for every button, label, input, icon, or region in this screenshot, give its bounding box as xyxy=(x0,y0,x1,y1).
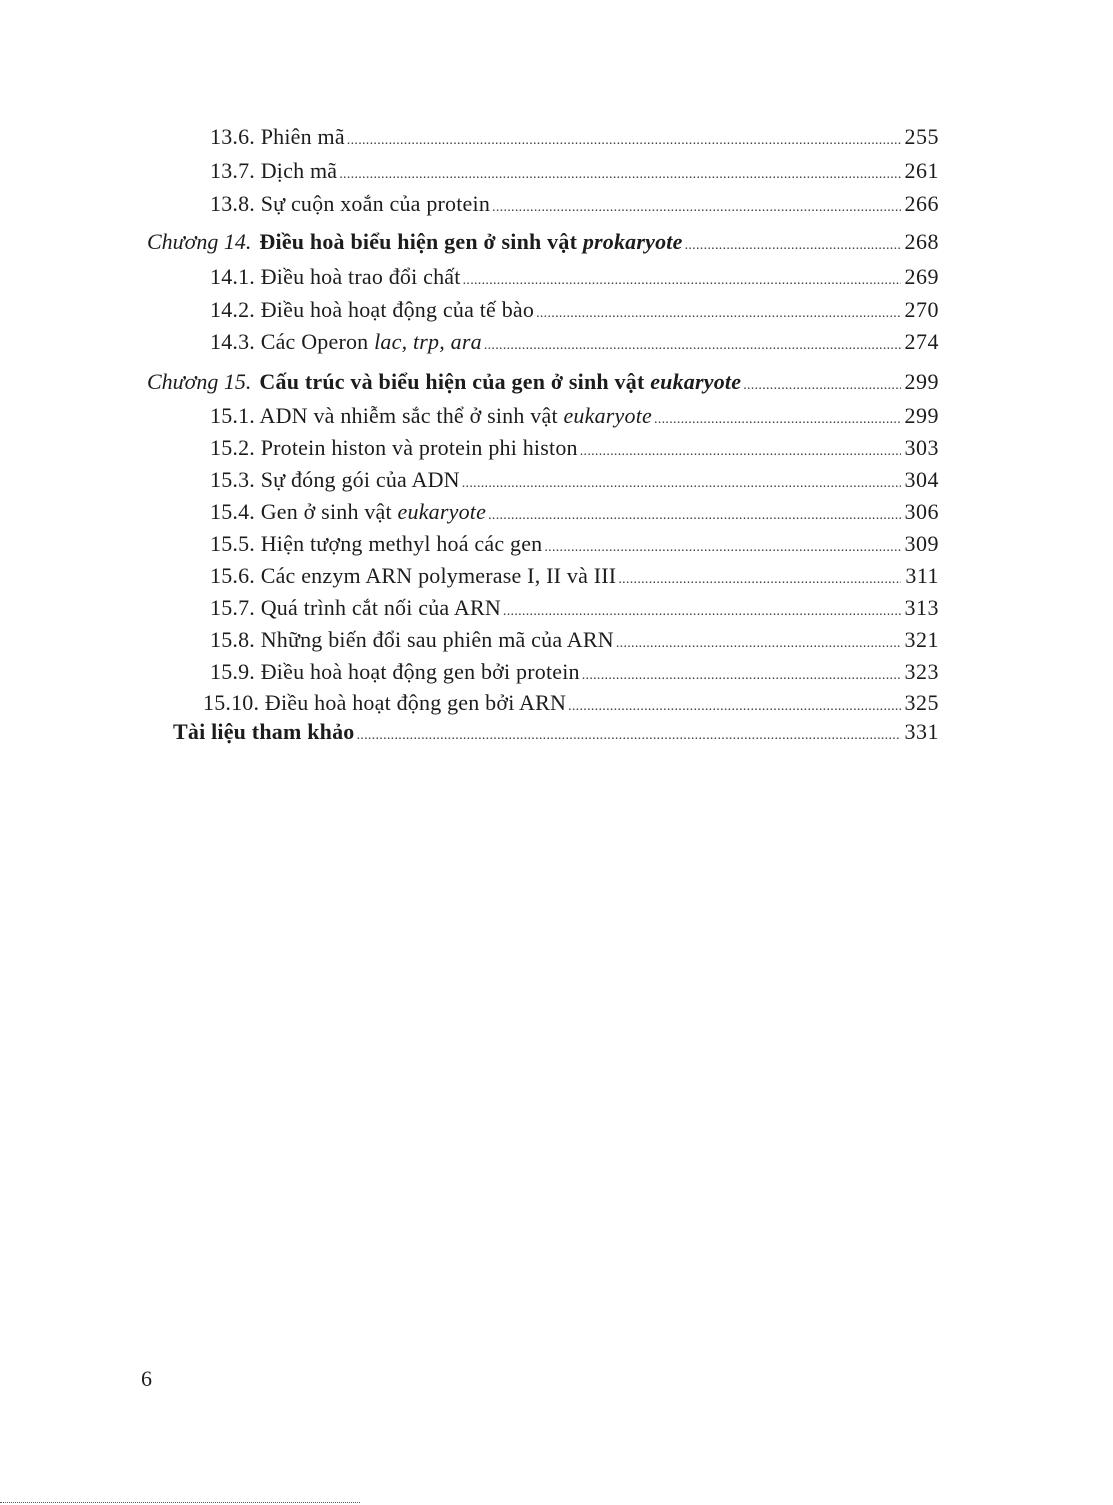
toc-entry xyxy=(0,155,1113,187)
toc-entry xyxy=(0,624,1113,656)
toc-entry-title: 15.6. Các enzym ARN polymerase I, II và III xyxy=(210,563,617,588)
toc-entry xyxy=(0,592,1113,624)
chapter-number: Chương 14. xyxy=(147,229,252,254)
toc-entry-title: Tài liệu tham khảo xyxy=(173,719,355,744)
dot-leader xyxy=(743,370,901,402)
toc-entry-title: 15.5. Hiện tượng methyl hoá các gen xyxy=(210,531,543,556)
toc-entry xyxy=(0,261,1113,293)
dot-leader xyxy=(484,330,901,362)
toc-entry-title: 13.7. Dịch mã xyxy=(210,158,338,183)
toc-entry-title: 13.6. Phiên mã xyxy=(210,124,345,149)
toc-entry-title: 15.7. Quá trình cắt nối của ARN xyxy=(210,595,501,620)
toc-entry-title: Cấu trúc và biểu hiện của gen ở sinh vật eukaryote xyxy=(259,369,742,394)
dot-leader xyxy=(347,125,901,157)
toc-entry xyxy=(0,464,1113,496)
toc-page-number: 313 xyxy=(904,595,939,620)
toc-entry xyxy=(0,496,1113,528)
toc-entry-title: 15.8. Những biến đổi sau phiên mã của ARN xyxy=(210,627,614,652)
toc-chapter-entry xyxy=(0,366,1113,398)
toc-page-number: 261 xyxy=(904,158,939,183)
toc-page-number: 321 xyxy=(904,627,939,652)
toc-entry xyxy=(0,121,1113,153)
toc-page-number: 306 xyxy=(904,499,939,524)
toc-entry-title: 14.2. Điều hoà hoạt động của tế bào xyxy=(210,297,535,322)
toc-entry-title: Điều hoà biểu hiện gen ở sinh vật prokaryote xyxy=(259,229,683,254)
toc-entry xyxy=(0,687,1113,719)
dot-leader xyxy=(463,265,901,297)
toc-entry xyxy=(0,400,1113,432)
toc-page-number: 325 xyxy=(904,690,939,715)
toc-entry xyxy=(0,656,1113,688)
chapter-number: Chương 15. xyxy=(147,369,252,394)
toc-chapter-entry xyxy=(0,226,1113,258)
toc-page-number: 311 xyxy=(905,563,939,588)
toc-entry-title: 15.2. Protein histon và protein phi histon xyxy=(210,435,578,460)
toc-page-number: 268 xyxy=(904,229,939,254)
toc-entry-title: 14.3. Các Operon lac, trp, ara xyxy=(210,329,482,354)
toc-entry xyxy=(0,560,1113,592)
toc-entry-title: 15.1. ADN và nhiễm sắc thể ở sinh vật eukaryote xyxy=(210,403,653,428)
dot-leader xyxy=(492,192,901,224)
toc-page-number: 299 xyxy=(904,369,939,394)
dot-leader xyxy=(356,720,901,752)
toc-page-number: 270 xyxy=(904,297,939,322)
dot-leader xyxy=(685,230,901,262)
toc-entry-title: 15.4. Gen ở sinh vật eukaryote xyxy=(210,499,487,524)
toc-entry-title: 15.10. Điều hoà hoạt động gen bởi ARN xyxy=(203,690,567,715)
toc-page-number: 269 xyxy=(904,264,939,289)
toc-entry xyxy=(0,294,1113,326)
toc-page-number: 255 xyxy=(904,124,939,149)
toc-entry-title: 13.8. Sự cuộn xoắn của protein xyxy=(210,191,491,216)
toc-page-number: 299 xyxy=(904,403,939,428)
toc-page-number: 309 xyxy=(904,531,939,556)
toc-entry xyxy=(0,326,1113,358)
toc-entry xyxy=(0,432,1113,464)
toc-page-number: 331 xyxy=(904,719,939,744)
toc-references-entry xyxy=(0,716,1113,748)
toc-page-number: 303 xyxy=(904,435,939,460)
toc-entry xyxy=(0,188,1113,220)
toc-entry xyxy=(0,528,1113,560)
toc-entry-title: 15.3. Sự đóng gói của ADN xyxy=(210,467,460,492)
page-number: 6 xyxy=(141,1366,152,1391)
toc-page-number: 304 xyxy=(904,467,939,492)
toc-page-number: 274 xyxy=(904,329,939,354)
dot-leader xyxy=(339,159,901,191)
toc-page-number: 266 xyxy=(904,191,939,216)
toc-page-number: 323 xyxy=(904,659,939,684)
toc-entry-title: 14.1. Điều hoà trao đổi chất xyxy=(210,264,461,289)
toc-entry-title: 15.9. Điều hoà hoạt động gen bởi protein xyxy=(210,659,580,684)
